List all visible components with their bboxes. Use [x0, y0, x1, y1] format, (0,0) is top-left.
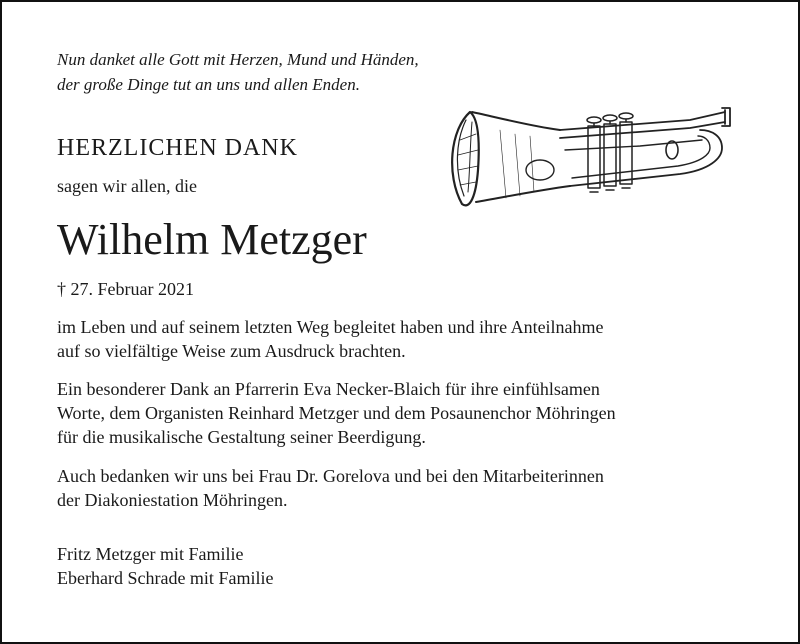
- signer: Eberhard Schrade mit Familie: [57, 568, 274, 588]
- paragraph-2: [57, 377, 616, 449]
- signers: [57, 542, 273, 590]
- paragraph-line: Worte, dem Organisten Reinhard Metzger und dem Posaunenchor Möhringen: [57, 403, 616, 423]
- quote-line: der große Dinge tut an uns und allen Enden.: [57, 75, 360, 94]
- quote-line: Nun danket alle Gott mit Herzen, Mund und Händen,: [57, 50, 419, 69]
- paragraph-line: Auch bedanken wir uns bei Frau Dr. Gorelova und bei den Mitarbeiterinnen: [57, 466, 604, 486]
- deceased-name: Wilhelm Metzger: [57, 215, 367, 264]
- signer: Fritz Metzger mit Familie: [57, 544, 244, 564]
- intro-line: sagen wir allen, die: [57, 176, 197, 196]
- paragraph-line: für die musikalische Gestaltung seiner Beerdigung.: [57, 427, 426, 447]
- paragraph-line: Ein besonderer Dank an Pfarrerin Eva Necker-Blaich für ihre einfühlsamen: [57, 379, 600, 399]
- paragraph-line: auf so vielfältige Weise zum Ausdruck brachten.: [57, 341, 406, 361]
- paragraph-3: [57, 464, 604, 512]
- paragraph-line: im Leben und auf seinem letzten Weg begleitet haben und ihre Anteilnahme: [57, 317, 604, 337]
- death-date: † 27. Februar 2021: [57, 279, 194, 299]
- paragraph-1: [57, 315, 604, 363]
- paragraph-line: der Diakoniestation Möhringen.: [57, 490, 288, 510]
- trumpet-icon: [440, 100, 760, 215]
- heading-thanks: HERZLICHEN DANK: [57, 135, 298, 161]
- bible-quote: [57, 47, 419, 97]
